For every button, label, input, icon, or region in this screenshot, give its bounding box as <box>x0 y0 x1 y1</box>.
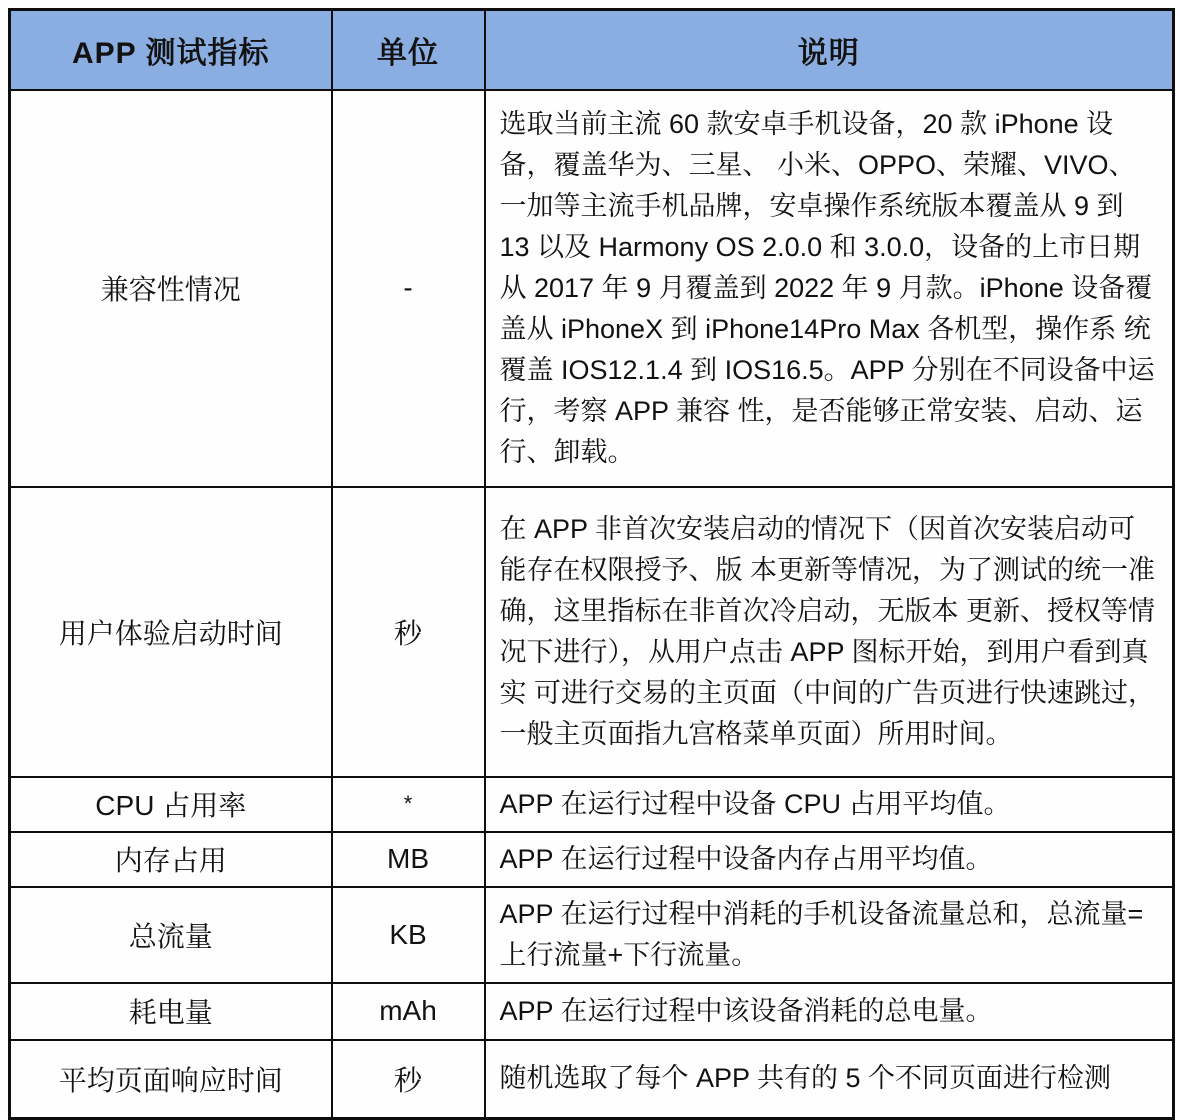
unit-cell: - <box>332 90 485 487</box>
metric-cell: 兼容性情况 <box>10 90 332 487</box>
table-row <box>10 832 1174 887</box>
description-cell: 在 APP 非首次安装启动的情况下（因首次安装启动可能存在权限授予、版 本更新等情况，为了测试的统一准确，这里指标在非首次冷启动，无版本 更新、授权等情况下进行），从用户点击 APP 图标开始，到用户看到真实 可进行交易的主页面（中间的广告页进行快速跳过，一般主页面指九宫格菜单页面）所用时间。 <box>485 487 1174 777</box>
description-cell: APP 在运行过程中设备 CPU 占用平均值。 <box>485 777 1174 832</box>
column-header-description: 说明 <box>485 10 1174 90</box>
unit-cell: mAh <box>332 983 485 1040</box>
metric-cell: 用户体验启动时间 <box>10 487 332 777</box>
table-row <box>10 983 1174 1040</box>
description-cell: APP 在运行过程中该设备消耗的总电量。 <box>485 983 1174 1040</box>
metrics-table <box>8 8 1175 1120</box>
metric-cell: 平均页面响应时间 <box>10 1040 332 1119</box>
metric-cell: CPU 占用率 <box>10 777 332 832</box>
column-header-unit: 单位 <box>332 10 485 90</box>
unit-cell: KB <box>332 887 485 983</box>
table-row <box>10 487 1174 777</box>
description-cell: 选取当前主流 60 款安卓手机设备，20 款 iPhone 设备，覆盖华为、三星、 小米、OPPO、荣耀、VIVO、一加等主流手机品牌，安卓操作系统版本覆盖从 9 到 13 以及 Harmony OS 2.0.0 和 3.0.0，设备的上市日期从 2017 年 9 月覆盖到 2022 年 9 月款。iPhone 设备覆盖从 iPhoneX 到 iPhone14Pro Max 各机型，操作系 统覆盖 IOS12.1.4 到 IOS16.5。APP 分别在不同设备中运行，考察 APP 兼容 性，是否能够正常安装、启动、运行、卸载。 <box>485 90 1174 487</box>
unit-cell: 秒 <box>332 487 485 777</box>
metric-cell: 耗电量 <box>10 983 332 1040</box>
description-cell: APP 在运行过程中设备内存占用平均值。 <box>485 832 1174 887</box>
metric-cell: 内存占用 <box>10 832 332 887</box>
unit-cell: * <box>332 777 485 832</box>
table-row <box>10 1040 1174 1119</box>
column-header-metric: APP 测试指标 <box>10 10 332 90</box>
table-row <box>10 90 1174 487</box>
unit-cell: 秒 <box>332 1040 485 1119</box>
table-body <box>10 90 1174 1119</box>
table-row <box>10 777 1174 832</box>
metric-cell: 总流量 <box>10 887 332 983</box>
unit-cell: MB <box>332 832 485 887</box>
table-row <box>10 887 1174 983</box>
description-cell: 随机选取了每个 APP 共有的 5 个不同页面进行检测 <box>485 1040 1174 1119</box>
table-header-row <box>10 10 1174 90</box>
description-cell: APP 在运行过程中消耗的手机设备流量总和，总流量=上行流量+下行流量。 <box>485 887 1174 983</box>
